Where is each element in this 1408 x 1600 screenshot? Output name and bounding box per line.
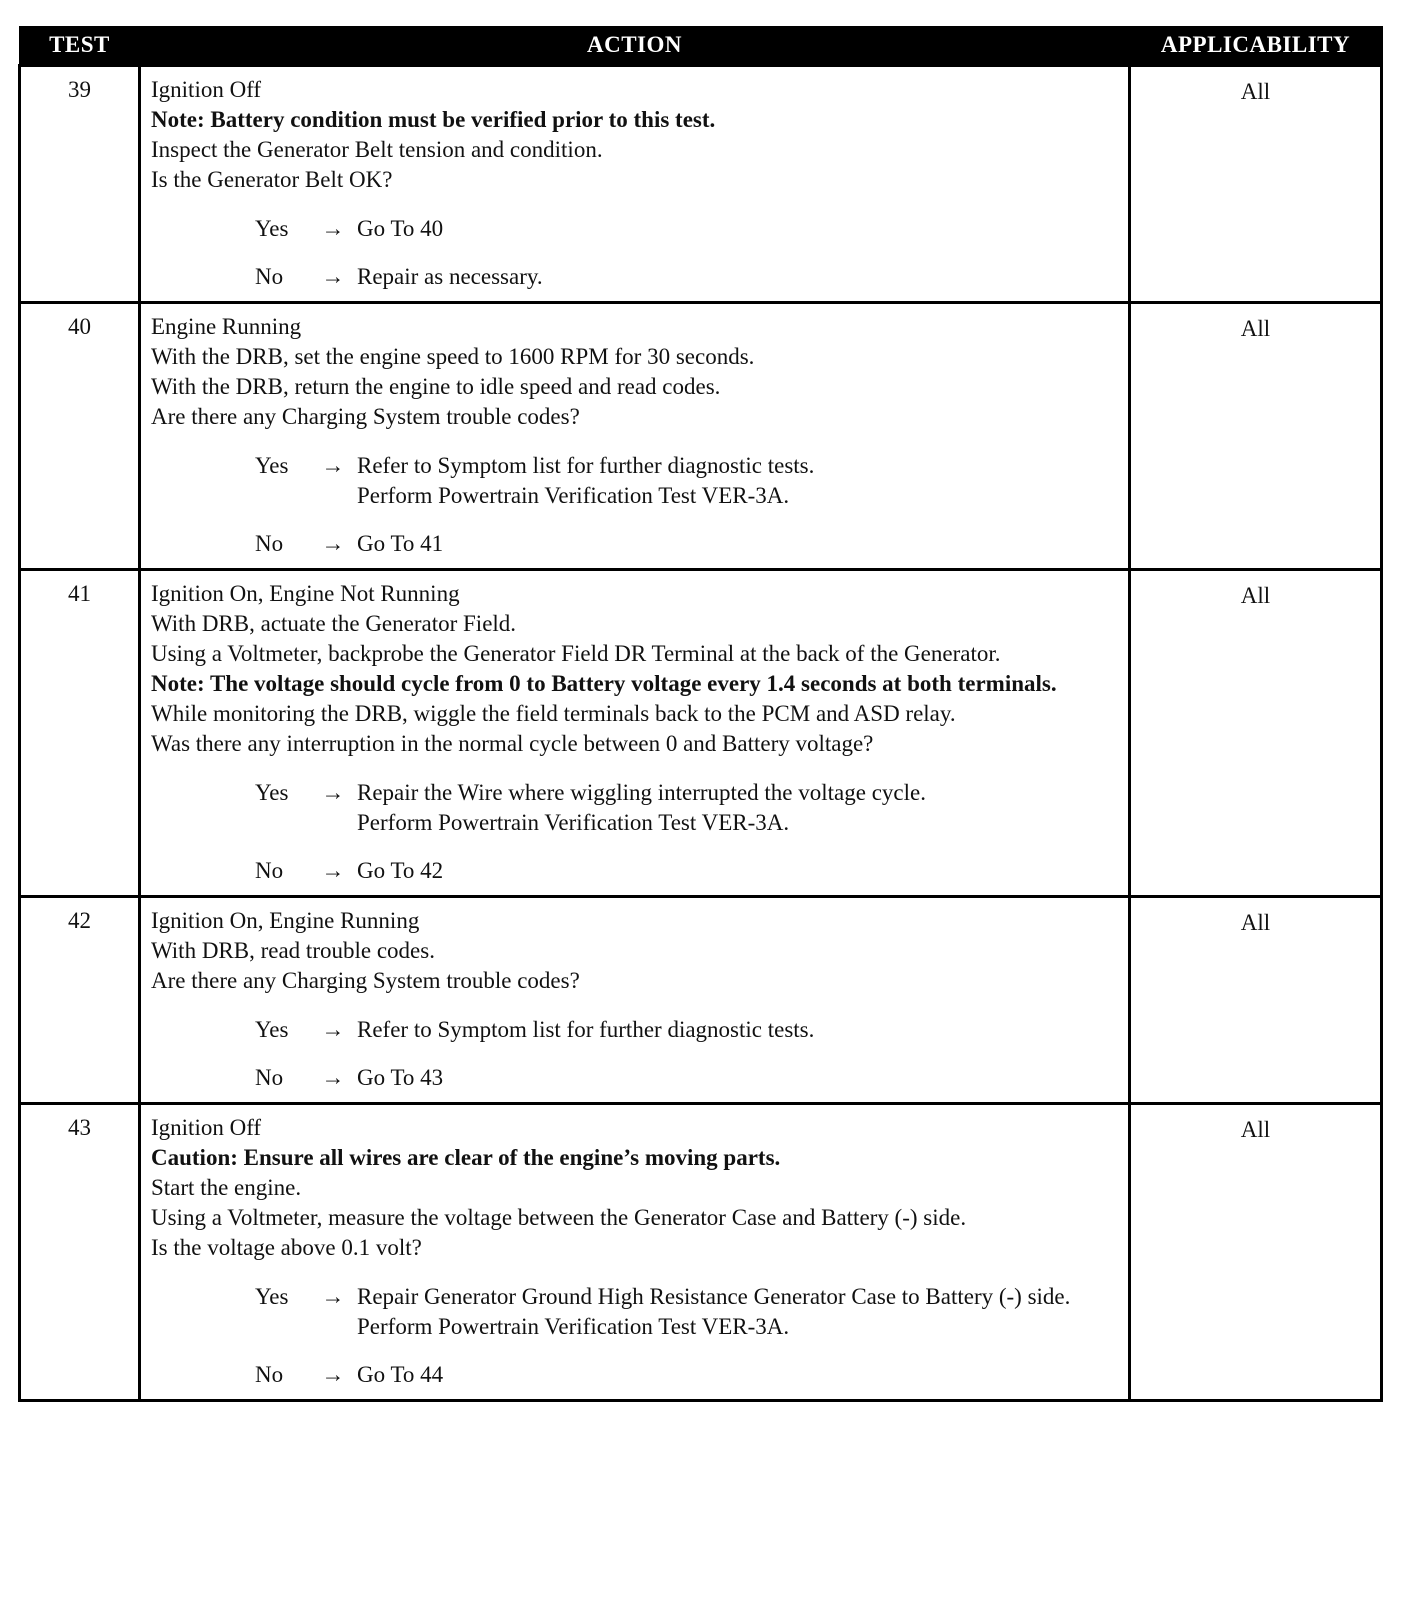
response-outcome: [357, 1015, 1118, 1045]
response-answer: No: [255, 858, 284, 883]
response-outcome-line: Go To 44: [357, 1362, 444, 1387]
right-arrow-icon: →: [321, 531, 345, 556]
action-step: Are there any Charging System trouble codes?: [151, 968, 580, 993]
right-arrow-icon: →: [321, 780, 345, 805]
action-step: Start the engine.: [151, 1175, 302, 1200]
response-answer: No: [255, 1362, 284, 1387]
test-number: 41: [20, 570, 140, 897]
response-outcome: [357, 856, 1118, 886]
table-row: [20, 303, 1382, 570]
action-note: Note: Battery condition must be verified prior to this test.: [151, 107, 716, 132]
table-body: [20, 66, 1382, 1401]
right-arrow-icon: →: [321, 1017, 345, 1042]
action-cell: [140, 66, 1130, 303]
action-step: Ignition Off: [151, 1115, 262, 1140]
diagnostic-procedure-sheet: [18, 26, 1383, 1402]
right-arrow-icon: →: [321, 216, 345, 241]
table-row: [20, 1104, 1382, 1401]
action-step: Are there any Charging System trouble codes?: [151, 404, 580, 429]
response-outcome-line: Go To 42: [357, 858, 444, 883]
header-action: ACTION: [140, 26, 1130, 66]
right-arrow-icon: →: [321, 1284, 345, 1309]
diagnostic-test-table: [18, 26, 1383, 1402]
right-arrow-icon: →: [321, 1065, 345, 1090]
response-answer: Yes: [255, 216, 289, 241]
table-row: [20, 66, 1382, 303]
action-step: Ignition Off: [151, 77, 262, 102]
response-outcome-line: Refer to Symptom list for further diagnostic tests.: [357, 1017, 815, 1042]
table-row: [20, 897, 1382, 1104]
table-row: [20, 570, 1382, 897]
action-step: With the DRB, return the engine to idle speed and read codes.: [151, 374, 721, 399]
response-answer: Yes: [255, 780, 289, 805]
response-outcome-line: Refer to Symptom list for further diagnostic tests.: [357, 453, 815, 478]
response-yes: [255, 1282, 1118, 1342]
response-outcome: [357, 778, 1118, 838]
response-outcome-line: Perform Powertrain Verification Test VER-3A.: [357, 810, 790, 835]
response-outcome: [357, 1360, 1118, 1390]
response-outcome-line: Go To 41: [357, 531, 444, 556]
response-no: [255, 529, 1118, 559]
response-no: [255, 1360, 1118, 1390]
right-arrow-icon: →: [321, 264, 345, 289]
test-number: 40: [20, 303, 140, 570]
right-arrow-icon: →: [321, 453, 345, 478]
test-number: 39: [20, 66, 140, 303]
response-no: [255, 856, 1118, 886]
response-answer: No: [255, 1065, 284, 1090]
response-outcome: [357, 451, 1118, 511]
response-answer: No: [255, 264, 284, 289]
right-arrow-icon: →: [321, 858, 345, 883]
right-arrow-icon: →: [321, 1362, 345, 1387]
response-no: [255, 1063, 1118, 1093]
response-outcome-line: Perform Powertrain Verification Test VER-3A.: [357, 483, 790, 508]
action-step: With DRB, read trouble codes.: [151, 938, 435, 963]
action-step: While monitoring the DRB, wiggle the field terminals back to the PCM and ASD relay.: [151, 701, 956, 726]
response-outcome-line: Go To 43: [357, 1065, 444, 1090]
action-step: Engine Running: [151, 314, 302, 339]
response-outcome: [357, 1282, 1118, 1342]
test-number: 43: [20, 1104, 140, 1401]
action-step: With the DRB, set the engine speed to 1600 RPM for 30 seconds.: [151, 344, 755, 369]
response-outcome-line: Go To 40: [357, 216, 444, 241]
response-no: [255, 262, 1118, 292]
response-outcome: [357, 262, 1118, 292]
response-yes: [255, 451, 1118, 511]
action-step: Ignition On, Engine Running: [151, 908, 420, 933]
response-outcome: [357, 529, 1118, 559]
action-step: Is the voltage above 0.1 volt?: [151, 1235, 422, 1260]
header-applicability: APPLICABILITY: [1130, 26, 1382, 66]
action-cell: [140, 1104, 1130, 1401]
test-number: 42: [20, 897, 140, 1104]
action-note: Caution: Ensure all wires are clear of the engine’s moving parts.: [151, 1145, 781, 1170]
response-outcome: [357, 1063, 1118, 1093]
response-outcome-line: Repair Generator Ground High Resistance Generator Case to Battery (-) side.: [357, 1284, 1071, 1309]
applicability-value: All: [1130, 570, 1382, 897]
header-test: TEST: [20, 26, 140, 66]
action-step: Using a Voltmeter, measure the voltage between the Generator Case and Battery (-) side.: [151, 1205, 967, 1230]
action-step: With DRB, actuate the Generator Field.: [151, 611, 517, 636]
action-step: Inspect the Generator Belt tension and condition.: [151, 137, 603, 162]
applicability-value: All: [1130, 66, 1382, 303]
table-header-row: [20, 26, 1382, 66]
action-cell: [140, 570, 1130, 897]
response-yes: [255, 778, 1118, 838]
response-answer: Yes: [255, 453, 289, 478]
response-yes: [255, 1015, 1118, 1045]
response-outcome-line: Repair as necessary.: [357, 264, 543, 289]
applicability-value: All: [1130, 897, 1382, 1104]
applicability-value: All: [1130, 303, 1382, 570]
response-outcome-line: Repair the Wire where wiggling interrupted the voltage cycle.: [357, 780, 926, 805]
response-outcome: [357, 214, 1118, 244]
response-outcome-line: Perform Powertrain Verification Test VER-3A.: [357, 1314, 790, 1339]
response-yes: [255, 214, 1118, 244]
action-step: Using a Voltmeter, backprobe the Generator Field DR Terminal at the back of the Generator.: [151, 641, 1001, 666]
action-cell: [140, 897, 1130, 1104]
action-step: Is the Generator Belt OK?: [151, 167, 393, 192]
response-answer: Yes: [255, 1017, 289, 1042]
action-step: Was there any interruption in the normal cycle between 0 and Battery voltage?: [151, 731, 874, 756]
applicability-value: All: [1130, 1104, 1382, 1401]
response-answer: Yes: [255, 1284, 289, 1309]
action-note: Note: The voltage should cycle from 0 to Battery voltage every 1.4 seconds at both terminals.: [151, 671, 1057, 696]
action-step: Ignition On, Engine Not Running: [151, 581, 460, 606]
response-answer: No: [255, 531, 284, 556]
action-cell: [140, 303, 1130, 570]
